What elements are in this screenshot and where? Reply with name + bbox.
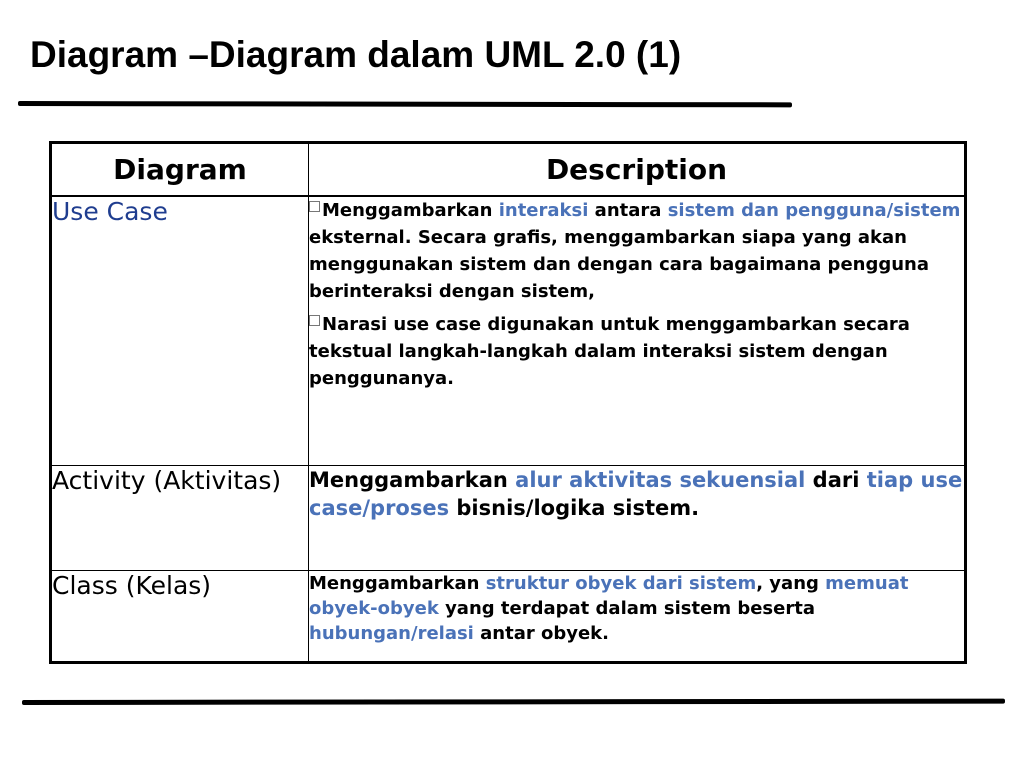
description-paragraph (309, 571, 964, 646)
text-segment: Menggambarkan (309, 468, 516, 492)
description-activity (309, 466, 966, 571)
text-segment: bisnis/logika sistem. (449, 496, 700, 520)
title-underline-rule (18, 101, 792, 107)
text-segment: Menggambarkan (322, 200, 499, 221)
text-segment: , yang (756, 573, 826, 594)
text-segment: antara (588, 200, 668, 221)
header-description: Description (309, 143, 966, 197)
text-segment: Menggambarkan (309, 573, 486, 594)
text-segment: antar obyek. (473, 623, 609, 644)
text-segment: Narasi use case digunakan untuk menggambarkan secara tekstual langkah-langkah dalam interaksi sistem dengan penggunanya. (309, 314, 910, 389)
square-bullet-icon (309, 201, 320, 212)
diagram-name-use-case: Use Case (51, 196, 309, 466)
description-paragraph (309, 311, 964, 392)
diagram-name-class: Class (Kelas) (51, 571, 309, 663)
diagram-name-activity: Activity (Aktivitas) (51, 466, 309, 571)
description-paragraph (309, 197, 964, 305)
highlighted-term: hubungan/relasi (309, 623, 474, 644)
highlighted-term: memuat obyek-obyek (309, 573, 909, 619)
table-row-class (51, 571, 966, 663)
table-row-activity (51, 466, 966, 571)
text-segment: dari (805, 468, 867, 492)
text-segment: eksternal. Secara grafis, menggambarkan siapa yang akan menggunakan sistem dan dengan cara bagaimana pengguna berinteraksi dengan sistem, (309, 227, 930, 302)
highlighted-term: tiap use case/proses (309, 468, 963, 520)
uml-diagram-table (49, 141, 967, 664)
description-use-case (309, 196, 966, 466)
highlighted-term: alur aktivitas sekuensial (515, 468, 806, 492)
slide-title: Diagram –Diagram dalam UML 2.0 (1) (30, 34, 682, 75)
highlighted-term: struktur obyek dari sistem (485, 573, 757, 594)
description-paragraph (309, 466, 964, 522)
text-segment: yang terdapat dalam sistem beserta (438, 598, 815, 619)
table-row-use-case (51, 196, 966, 466)
description-class (309, 571, 966, 663)
highlighted-term: interaksi (498, 200, 589, 221)
highlighted-term: sistem dan pengguna/sistem (667, 200, 961, 221)
header-diagram: Diagram (51, 143, 309, 197)
footer-rule (22, 699, 1005, 705)
table-header-row (51, 143, 966, 197)
square-bullet-icon (309, 315, 320, 326)
